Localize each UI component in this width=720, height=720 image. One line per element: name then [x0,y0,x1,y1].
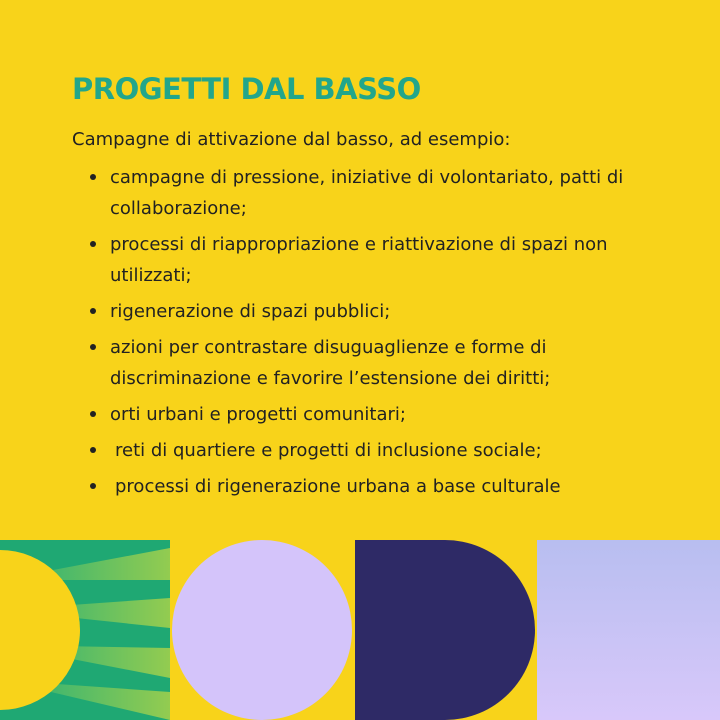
bullet-icon [90,411,96,417]
lavender-circle-shape [172,540,352,720]
navy-half-disc-shape [355,540,535,720]
bullet-icon [90,308,96,314]
list-item [88,296,688,327]
list-item [88,399,688,430]
bullet-icon [90,447,96,453]
list-item [88,162,688,224]
list-item-text: processi di riappropriazione e riattivazione di spazi non utilizzati; [110,234,608,286]
bullet-icon [90,241,96,247]
bullet-icon [90,344,96,350]
list-item-text: processi di rigenerazione urbana a base culturale [115,476,561,497]
decorative-shapes-band [0,540,720,720]
list-item-text: orti urbani e progetti comunitari; [110,404,406,425]
gradient-square-shape [537,540,720,720]
intro-text: Campagne di attivazione dal basso, ad esempio: [72,129,511,150]
list-item-text: azioni per contrastare disuguaglienze e forme di discriminazione e favorire l’estensione dei diritti; [110,337,551,389]
bullet-list [88,162,688,507]
list-item-text: campagne di pressione, iniziative di volontariato, patti di collaborazione; [110,167,624,219]
list-item [88,332,688,394]
list-item-text: reti di quartiere e progetti di inclusione sociale; [115,440,542,461]
bullet-icon [90,483,96,489]
sunburst-shape [0,540,170,720]
list-item [88,471,688,502]
list-item [88,229,688,291]
list-item [88,435,688,466]
bullet-icon [90,174,96,180]
page-title: PROGETTI DAL BASSO [72,72,421,106]
list-item-text: rigenerazione di spazi pubblici; [110,301,391,322]
